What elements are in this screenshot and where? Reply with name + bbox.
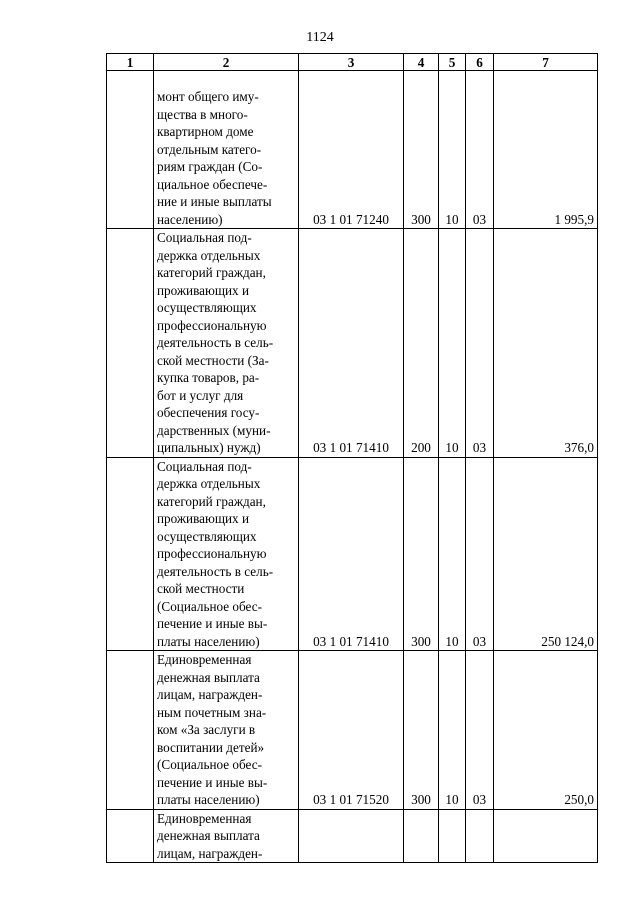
col4-cell [404,809,439,863]
column-header: 6 [466,54,494,71]
description-cell: монт общего иму- щества в много- квартирном доме отдельным катего- риям граждан (Со- циальное обеспече- ние и иные выплаты населению) [154,71,299,229]
col6-cell: 03 [466,457,494,651]
code-cell: 03 1 01 71520 [299,651,404,810]
col5-cell: 10 [439,71,466,229]
col6-cell [466,809,494,863]
description-cell: Социальная под- держка отдельных категорий граждан, проживающих и осуществляющих профессиональную деятельность в сель- ской местности (Социальное обес- печение и иные вы- платы населению) [154,457,299,651]
budget-table [106,53,598,863]
column-header: 3 [299,54,404,71]
column-header: 5 [439,54,466,71]
description-cell: Социальная под- держка отдельных категорий граждан, проживающих и осуществляющих профессиональную деятельность в сель- ской местности (За- купка товаров, ра- бот и услуг для обеспечения госу- дарственных (муни- ципальных) нужд) [154,229,299,458]
amount-cell: 376,0 [494,229,598,458]
col6-cell: 03 [466,71,494,229]
column-header: 7 [494,54,598,71]
col5-cell: 10 [439,229,466,458]
column-header: 2 [154,54,299,71]
code-cell: 03 1 01 71410 [299,457,404,651]
column-header: 4 [404,54,439,71]
col5-cell: 10 [439,651,466,810]
col6-cell: 03 [466,229,494,458]
row-number-cell [107,71,154,229]
row-number-cell [107,229,154,458]
table-row [107,651,598,810]
col5-cell [439,809,466,863]
page-number: 1124 [306,30,334,45]
description-cell: Единовременная денежная выплата лицам, награжден- ным почетным зна- ком «За заслуги в воспитании детей» (Социальное обес- печение и иные вы- платы населению) [154,651,299,810]
col4-cell: 300 [404,71,439,229]
description-cell: Единовременная денежная выплата лицам, награжден- [154,809,299,863]
col6-cell: 03 [466,651,494,810]
col4-cell: 300 [404,651,439,810]
table-row [107,71,598,229]
amount-cell: 250,0 [494,651,598,810]
row-number-cell [107,809,154,863]
row-number-cell [107,457,154,651]
col4-cell: 200 [404,229,439,458]
code-cell: 03 1 01 71240 [299,71,404,229]
row-number-cell [107,651,154,810]
code-cell [299,809,404,863]
amount-cell: 250 124,0 [494,457,598,651]
amount-cell: 1 995,9 [494,71,598,229]
table-row [107,229,598,458]
col5-cell: 10 [439,457,466,651]
column-header: 1 [107,54,154,71]
table-row [107,457,598,651]
amount-cell [494,809,598,863]
table-header-row [107,54,598,71]
code-cell: 03 1 01 71410 [299,229,404,458]
col4-cell: 300 [404,457,439,651]
table-row [107,809,598,863]
